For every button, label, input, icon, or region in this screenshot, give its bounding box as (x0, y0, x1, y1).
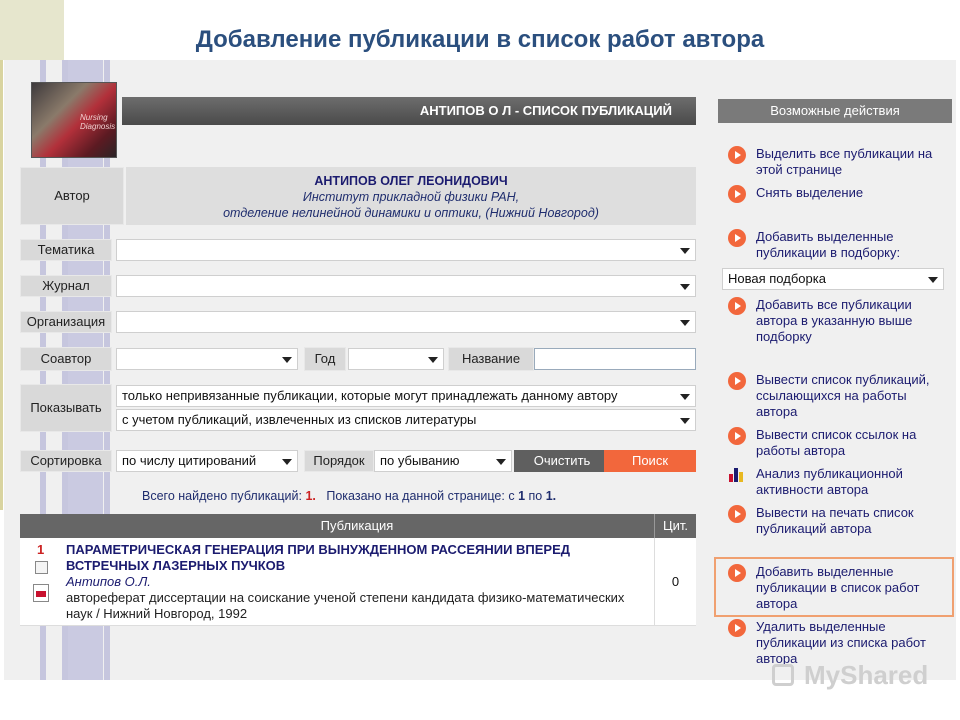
collection-select[interactable] (722, 268, 944, 290)
arrow-bullet-icon (728, 229, 746, 247)
chevron-down-icon (928, 277, 938, 283)
action-label: Анализ публикационной активности автора (756, 466, 903, 497)
action-label: Добавить выделенные публикации в список работ автора (756, 564, 920, 611)
shown-from: 1 (518, 489, 526, 503)
author-name: АНТИПОВ ОЛЕГ ЛЕОНИДОВИЧ (314, 174, 508, 188)
action-citing-publications[interactable] (726, 372, 946, 420)
bar-chart-icon (729, 466, 745, 482)
show-option-1: только непривязанные публикации, которые могут принадлежать данному автору (122, 388, 618, 403)
chevron-down-icon (680, 394, 690, 400)
chevron-down-icon (680, 248, 690, 254)
chevron-down-icon (680, 418, 690, 424)
action-add-to-author-works[interactable] (726, 564, 946, 612)
found-count: 1. (305, 489, 316, 503)
title-label: Название (448, 347, 534, 371)
publication-title-link[interactable]: ПАРАМЕТРИЧЕСКАЯ ГЕНЕРАЦИЯ ПРИ ВЫНУЖДЕННОМ РАССЕЯНИИ ВПЕРЕД ВСТРЕЧНЫХ ЛАЗЕРНЫХ ПУЧКОВ (66, 542, 571, 573)
sort-label: Сортировка (20, 450, 112, 472)
column-citations: Цит. (654, 514, 696, 538)
table-header (20, 514, 696, 538)
arrow-bullet-icon (728, 185, 746, 203)
coauthor-select[interactable] (116, 348, 298, 370)
sort-value: по числу цитирований (122, 453, 257, 468)
arrow-bullet-icon (728, 619, 746, 637)
topic-select[interactable] (116, 239, 696, 261)
title-input[interactable] (534, 348, 696, 370)
arrow-bullet-icon (728, 505, 746, 523)
screenshot-panel (4, 60, 956, 680)
action-add-all-to-collection[interactable] (726, 297, 946, 345)
action-label: Удалить выделенные публикации из списка работ автора (756, 619, 926, 666)
arrow-bullet-icon (728, 146, 746, 164)
book-cover-image (31, 82, 117, 158)
shown-to: 1. (545, 489, 557, 503)
arrow-bullet-icon (728, 564, 746, 582)
journal-label: Журнал (20, 275, 112, 297)
action-reference-list[interactable] (726, 427, 946, 459)
action-label: Добавить все публикации автора в указанную выше подборку (756, 297, 913, 344)
author-info (126, 167, 696, 225)
order-value: по убыванию (380, 453, 460, 468)
journal-select[interactable] (116, 275, 696, 297)
sort-select[interactable] (116, 450, 298, 472)
shown-mid: по (528, 489, 543, 503)
sidebar-title: Возможные действия (718, 99, 952, 123)
publication-description: автореферат диссертации на соискание ученой степени кандидата физико-математических наук / Нижний Новгород, 1992 (66, 590, 625, 621)
show-select-references[interactable] (116, 409, 696, 431)
slide-title: Добавление публикации в список работ автора (195, 26, 765, 53)
watermark: MyShared (804, 660, 929, 690)
slide-left-decoration (0, 60, 3, 510)
chevron-down-icon (428, 357, 438, 363)
chevron-down-icon (496, 459, 506, 465)
watermark-icon (772, 664, 794, 686)
order-select[interactable] (374, 450, 512, 472)
order-label: Порядок (304, 450, 374, 472)
action-select-all[interactable] (726, 146, 946, 178)
topic-label: Тематика (20, 239, 112, 261)
action-print-list[interactable] (726, 505, 946, 537)
chevron-down-icon (282, 357, 292, 363)
table-row (20, 538, 696, 626)
action-label: Вывести список ссылок на работы автора (756, 427, 917, 458)
column-publication: Публикация (320, 518, 394, 533)
arrow-bullet-icon (728, 372, 746, 390)
arrow-bullet-icon (728, 297, 746, 315)
action-label: Добавить выделенные публикации в подборку: (756, 229, 901, 260)
coauthor-label: Соавтор (20, 347, 112, 371)
show-label: Показывать (20, 384, 112, 432)
chevron-down-icon (282, 459, 292, 465)
collection-value: Новая подборка (728, 271, 826, 286)
arrow-bullet-icon (728, 427, 746, 445)
book-cover-label: Nursing Diagnosis (80, 113, 116, 131)
year-label: Год (304, 347, 346, 371)
organization-select[interactable] (116, 311, 696, 333)
action-deselect[interactable] (726, 185, 946, 201)
clear-button[interactable]: Очистить (514, 450, 610, 472)
action-label: Вывести на печать список публикаций автора (756, 505, 914, 536)
author-institute: Институт прикладной физики РАН, (302, 190, 520, 204)
pdf-icon[interactable] (33, 584, 49, 602)
action-label: Выделить все публикации на этой странице (756, 146, 933, 177)
citation-count: 0 (654, 538, 696, 626)
shown-prefix: Показано на данной странице: с (326, 489, 515, 503)
organization-label: Организация (20, 311, 112, 333)
page-header: АНТИПОВ О Л - СПИСОК ПУБЛИКАЦИЙ (122, 97, 696, 125)
results-summary (142, 489, 556, 503)
action-label: Снять выделение (756, 185, 864, 200)
chevron-down-icon (680, 284, 690, 290)
author-department: отделение нелинейной динамики и оптики, (Нижний Новгород) (223, 206, 599, 220)
author-label: Автор (20, 167, 124, 225)
action-activity-analysis[interactable] (726, 466, 946, 498)
show-select-unlinked[interactable] (116, 385, 696, 407)
year-select[interactable] (348, 348, 444, 370)
search-button[interactable]: Поиск (604, 450, 696, 472)
publication-authors: Антипов О.Л. (66, 574, 151, 589)
show-option-2: с учетом публикаций, извлеченных из списков литературы (122, 412, 477, 427)
row-number: 1 (37, 542, 45, 557)
found-prefix: Всего найдено публикаций: (142, 489, 302, 503)
chevron-down-icon (680, 320, 690, 326)
action-label: Вывести список публикаций, ссылающихся на работы автора (756, 372, 930, 419)
action-add-to-collection[interactable] (726, 229, 946, 261)
row-checkbox[interactable] (35, 561, 48, 574)
